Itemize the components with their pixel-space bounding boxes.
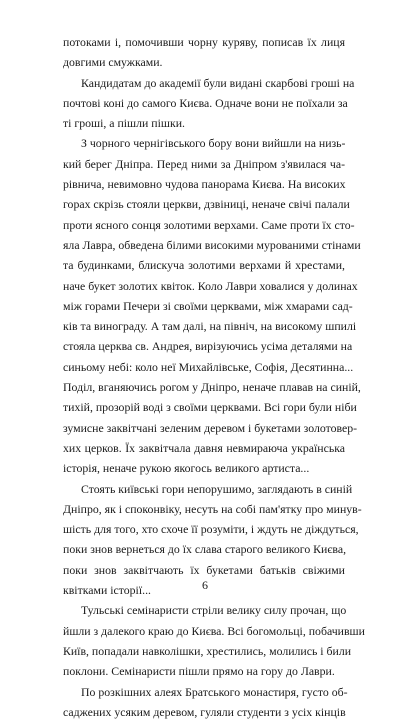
text-line: Кандидатам до академії були видані скарбові гроші на	[63, 73, 345, 93]
text-line: Дніпро, як і споконвіку, несуть на собі пам'ятку про минув-	[63, 499, 345, 519]
text-line: Тульські семінаристи стріли велику силу прочан, що	[63, 600, 345, 620]
text-line: яла Лавра, обведена білими високими мурованими стінами	[63, 235, 345, 255]
text-line: Стоять київські гори непорушимо, заглядають в синій	[63, 479, 345, 499]
text-line: квітками історії...	[63, 580, 345, 600]
text-line: хих церков. Їх заквітчала давня невмираюча українська	[63, 438, 345, 458]
text-line: горах скрізь стояли церкви, дзвіниці, неначе свічі палали	[63, 194, 345, 214]
text-line: проти ясного сонця золотими верхами. Саме проти їх сто-	[63, 215, 345, 235]
text-line: поки знов вернеться до їх слава старого великого Києва,	[63, 539, 345, 559]
text-line: стояла церква св. Андрея, вирізуючись усіма деталями на	[63, 336, 345, 356]
text-line: наче букет золотих квіток. Коло Лаври ховалися у долинах	[63, 276, 345, 296]
text-line: зумисне заквітчані зеленим деревом і букетами золотовер-	[63, 418, 345, 438]
paragraph	[63, 32, 345, 73]
text-line: довгими смужками.	[63, 52, 345, 72]
page-body	[63, 32, 345, 722]
text-line: поклони. Семінаристи пішли прямо на гору до Лаври.	[63, 661, 345, 681]
text-line: По розкішних алеях Братського монастиря, густо об-	[63, 682, 345, 702]
text-line: поки знов заквітчають їх букетами батьків свіжими	[63, 560, 345, 580]
paragraph	[63, 682, 345, 722]
text-line: між горами Печери зі своїми церквами, між хмарами сад-	[63, 296, 345, 316]
text-line: йшли з далекого краю до Києва. Всі богомольці, побачивши	[63, 621, 345, 641]
text-line: історія, неначе рукою якогось великого артиста...	[63, 458, 345, 478]
text-line: З чорного чернігівського бору вони вийшли на низь-	[63, 133, 345, 153]
text-line: почтові коні до самого Києва. Одначе вони не поїхали за	[63, 93, 345, 113]
text-line: потоками і, помочивши чорну куряву, пописав їх лиця	[63, 32, 345, 52]
paragraph	[63, 133, 345, 478]
text-line: та будинками, блискуча золотими верхами й хрестами,	[63, 255, 345, 275]
page-number: 6	[0, 578, 410, 593]
text-line: тихій, прозорій воді з своїми церквами. Всі гори були ніби	[63, 397, 345, 417]
paragraph	[63, 600, 345, 681]
paragraph	[63, 73, 345, 134]
text-line: рівнича, невимовно чудова панорама Києва. На високих	[63, 174, 345, 194]
text-line: саджених усяким деревом, гуляли студенти з усіх кінців	[63, 702, 345, 722]
text-line: Поділ, вганяючись рогом у Дніпро, неначе плавав на синій,	[63, 377, 345, 397]
text-line: синьому небі: коло неї Михайлівське, Софія, Десятинна...	[63, 357, 345, 377]
text-line: ків та винограду. А там далі, на північ, на високому шпилі	[63, 316, 345, 336]
text-line: ті гроші, а пішли пішки.	[63, 113, 345, 133]
text-line: шість для того, хто схоче її розуміти, і ждуть не діждуться,	[63, 519, 345, 539]
text-line: кий берег Дніпра. Перед ними за Дніпром з'явилася ча-	[63, 154, 345, 174]
text-line: Київ, попадали навколішки, хрестились, молились і били	[63, 641, 345, 661]
